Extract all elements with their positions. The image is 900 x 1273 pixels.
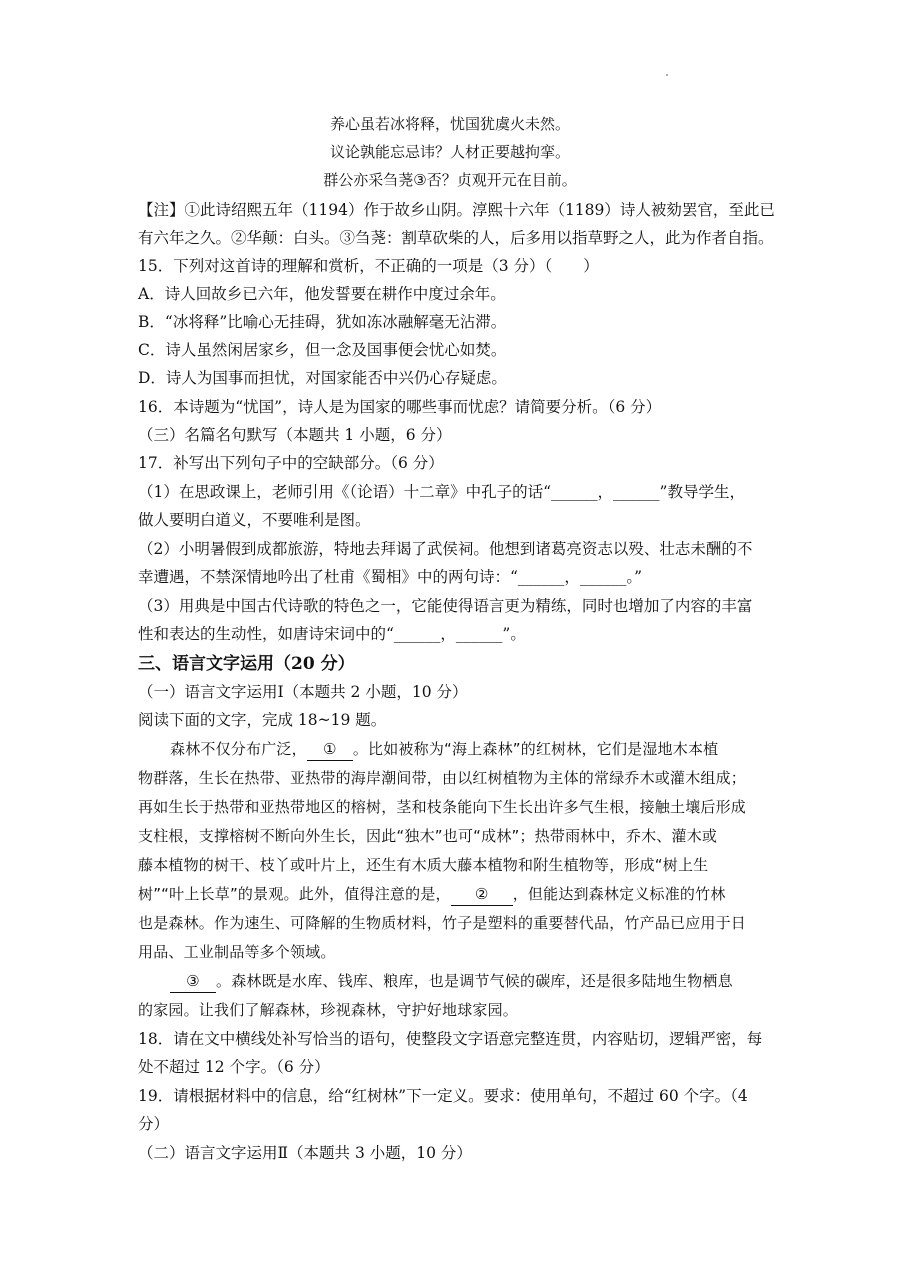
- passage-line-2: 物群落，生长在热带、亚热带的海岸潮间带，由以红树植物为主体的常绿乔木或灌木组成；: [138, 769, 747, 787]
- passage-text: 。比如被称为“海上森林”的红树林，它们是湿地木本植: [352, 740, 719, 758]
- passage-text: 森林不仅分布广泛，: [170, 740, 307, 758]
- option-d: D．诗人为国事而担忧，对国家能否中兴仍心存疑虑。: [138, 369, 507, 387]
- q17-part2-b: 幸遭遇，不禁深情地吟出了杜甫《蜀相》中的两句诗：“______，______。”: [138, 568, 643, 586]
- passage-line-9: [138, 967, 810, 995]
- question-18-b: 处不超过 12 个字。（6 分）: [138, 1058, 330, 1076]
- blank-3: ③: [170, 970, 216, 993]
- passage-line-3: 再如生长于热带和亚热带地区的榕树，茎和枝条能向下生长出许多气生根，接触土壤后形成: [138, 798, 747, 816]
- question-19-b: 分）: [138, 1115, 170, 1133]
- passage-line-6: [138, 880, 778, 908]
- note-line-1: 【注】①此诗绍熙五年（1194）作于故乡山阴。淳熙十六年（1189）诗人被劾罢官，至此已: [138, 201, 775, 219]
- scan-speck: [666, 74, 668, 76]
- passage-line-5: 藤本植物的树干、枝丫或叶片上，还生有木质大藤本植物和附生植物等，形成“树上生: [138, 856, 709, 874]
- question-15-stem: 15．下列对这首诗的理解和赏析，不正确的一项是（3 分）（ ）: [138, 257, 599, 275]
- question-19-a: 19．请根据材料中的信息，给“红树林”下一定义。要求：使用单句，不超过 60 个字。（4: [138, 1087, 748, 1105]
- part-3-title: 三、语言文字运用（20 分）: [138, 654, 355, 674]
- q17-part2-a: （2）小明暑假到成都旅游，特地去拜谒了武侯祠。他想到诸葛亮资志以殁、壮志未酬的不: [138, 540, 753, 558]
- passage-line-4: 支柱根，支撑榕树不断向外生长，因此“独木”也可“成林”；热带雨林中，乔木、灌木或: [138, 827, 718, 845]
- sub-section-1-title: （一）语言文字运用Ⅰ（本题共 2 小题，10 分）: [138, 683, 468, 701]
- question-16: 16．本诗题为“忧国”，诗人是为国家的哪些事而忧虑？请简要分析。（6 分）: [138, 398, 662, 416]
- q17-part1-b: 做人要明白道义，不要唯利是图。: [138, 511, 371, 529]
- section-3-title: （三）名篇名句默写（本题共 1 小题，6 分）: [138, 426, 452, 444]
- question-18-a: 18．请在文中横线处补写恰当的语句，使整段文字语意完整连贯，内容贴切，逻辑严密，每: [138, 1030, 763, 1048]
- question-17-stem: 17．补写出下列句子中的空缺部分。（6 分）: [138, 454, 444, 472]
- sub-section-2-title: （二）语言文字运用Ⅱ（本题共 3 小题，10 分）: [138, 1144, 472, 1162]
- poem-line-3: 群公亦采刍荛③否？贞观开元在目前。: [323, 171, 577, 189]
- passage-line-8: 用品、工业制品等多个领域。: [138, 943, 336, 961]
- option-c: C．诗人虽然闲居家乡，但一念及国事便会忧心如焚。: [138, 341, 507, 359]
- passage-line-1: [138, 735, 810, 763]
- q17-part1-a: （1）在思政课上，老师引用《（论语）十二章》中孔子的话“______，______”教导学生，: [138, 483, 745, 501]
- blank-1: ①: [307, 738, 353, 761]
- passage-text: 。森林既是水库、钱库、粮库，也是调节气候的碳库，还是很多陆地生物栖息: [216, 972, 733, 990]
- q17-part3-b: 性和表达的生动性，如唐诗宋词中的“______，______”。: [138, 625, 526, 643]
- q17-part3-a: （3）用典是中国古代诗歌的特色之一，它能使得语言更为精练，同时也增加了内容的丰富: [138, 597, 753, 615]
- poem-line-2: 议论孰能忘忌讳？人材正要越拘挛。: [329, 143, 570, 161]
- reading-instruction: 阅读下面的文字，完成 18~19 题。: [138, 711, 387, 729]
- passage-text: 树”“叶上长草”的景观。此外，值得注意的是，: [138, 885, 451, 903]
- passage-line-10: 的家园。让我们了解森林，珍视森林，守护好地球家园。: [138, 1001, 519, 1019]
- passage-text: ，但能达到森林定义标准的竹林: [512, 885, 726, 903]
- passage-line-7: 也是森林。作为速生、可降解的生物质材料，竹子是塑料的重要替代品，竹产品已应用于日: [138, 914, 747, 932]
- blank-2: ②: [451, 883, 513, 906]
- poem-line-1: 养心虽若冰将释，忧国犹虞火未然。: [329, 115, 570, 133]
- option-a: A．诗人回故乡已六年，他发誓要在耕作中度过余年。: [138, 285, 506, 303]
- option-b: B．“冰将释”比喻心无挂碍，犹如冻冰融解毫无沾滞。: [138, 313, 507, 331]
- note-line-2: 有六年之久。②华颠：白头。③刍荛：割草砍柴的人，后多用以指草野之人，此为作者自指。: [138, 229, 774, 247]
